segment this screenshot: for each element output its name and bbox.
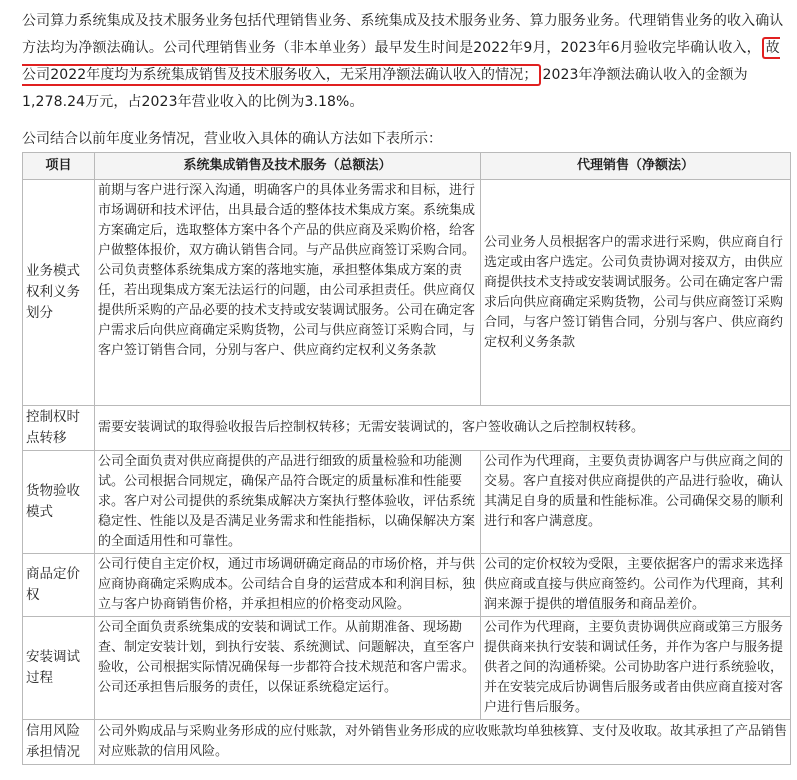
- table-caption: 公司结合以前年度业务情况，营业收入具体的确认方法如下表所示：: [22, 131, 442, 147]
- table-row: [23, 554, 791, 617]
- row-label: 安装调试过程: [23, 617, 95, 720]
- header-total-method: 系统集成销售及技术服务（总额法）: [95, 153, 481, 180]
- cell-total-method: 公司全面负责对供应商提供的产品进行细致的质量检验和功能测试。公司根据合同规定，确保产品符合既定的质量标准和性能要求。客户对公司提供的系统集成解决方案执行整体验收，评估系统稳定性、性能以及是否满足业务需求和性能指标，以确保解决方案的全面适用性和可靠性。: [95, 451, 481, 554]
- table-row: [23, 406, 791, 451]
- table-row: [23, 720, 791, 765]
- row-label: 商品定价权: [23, 554, 95, 617]
- header-item: 项目: [23, 153, 95, 180]
- intro-text-before: 公司算力系统集成及技术服务业务包括代理销售业务、系统集成及技术服务业务、算力服务业务。代理销售业务的收入确认方法均为净额法确认。公司代理销售业务（非本单业务）最早发生时间是2022年9月，2023年6月验收完毕确认收入，: [22, 13, 784, 56]
- table-row: [23, 617, 791, 720]
- highlighted-sentence: 故公司2022年度均为系统集成销售及技术服务收入，无采用净额法确认收入的情况；: [22, 37, 780, 86]
- cell-total-method: 前期与客户进行深入沟通，明确客户的具体业务需求和目标，进行市场调研和技术评估，出具最合适的整体技术集成方案。系统集成方案确定后，选取整体方案中各个产品的供应商及采购价格，给客户做整体报价，双方确认销售合同。与产品供应商签订采购合同。公司负责整体系统集成方案的落地实施，承担整体集成方案的责任，若出现集成方案无法运行的问题，由公司承担责任。供应商仅提供所采购的产品必要的技术支持或安装调试服务。公司在确定客户需求后向供应商确定采购货物，公司与供应商签订采购合同，与客户签订销售合同，分别与客户、供应商约定权利义务条款: [95, 180, 481, 406]
- table-row: [23, 451, 791, 554]
- row-label: 信用风险承担情况: [23, 720, 95, 765]
- header-net-method: 代理销售（净额法）: [481, 153, 791, 180]
- intro-paragraph: [22, 8, 790, 116]
- intro-text-after: 2023年净额法确认收入的金额为1,278.24万元，占2023年营业收入的比例为3.18%。: [22, 67, 748, 110]
- cell-total-method: 公司行使自主定价权，通过市场调研确定商品的市场价格，并与供应商协商确定采购成本。公司结合自身的运营成本和利润目标，独立与客户协商销售价格，并承担相应的价格变动风险。: [95, 554, 481, 617]
- row-label: 控制权时点转移: [23, 406, 95, 451]
- table-header-row: [23, 153, 791, 180]
- table-row: [23, 180, 791, 406]
- cell-net-method: 公司的定价权较为受限，主要依据客户的需求来选择供应商或直接与供应商签约。公司作为代理商，其利润来源于提供的增值服务和商品差价。: [481, 554, 791, 617]
- row-label: 业务模式权利义务划分: [23, 180, 95, 406]
- cell-net-method: 公司作为代理商，主要负责协调客户与供应商之间的交易。客户直接对供应商提供的产品进行验收，确认其满足自身的质量和性能标准。公司确保交易的顺利进行和客户满意度。: [481, 451, 791, 554]
- cell-net-method: 公司业务人员根据客户的需求进行采购，供应商自行选定或由客户选定。公司负责协调对接双方，由供应商提供技术支持或安装调试服务。公司在确定客户需求后向供应商确定采购货物，公司与供应商签订采购合同，与客户签订销售合同，分别与客户、供应商约定权利义务条款: [481, 180, 791, 406]
- cell-total-method: 公司全面负责系统集成的安装和调试工作。从前期准备、现场勘查、制定安装计划，到执行安装、系统测试、问题解决，直至客户验收，公司根据实际情况确保每一步都符合技术规范和客户需求。公司还承担售后服务的责任，以保证系统稳定运行。: [95, 617, 481, 720]
- cell-net-method: 公司作为代理商，主要负责协调供应商或第三方服务提供商来执行安装和调试任务，并作为客户与服务提供者之间的沟通桥梁。公司协助客户进行系统验收，并在安装完成后协调售后服务或者由供应商直接对客户进行售后服务。: [481, 617, 791, 720]
- cell-merged: 公司外购成品与采购业务形成的应付账款，对外销售业务形成的应收账款均单独核算、支付及收取。故其承担了产品销售对应账款的信用风险。: [95, 720, 791, 765]
- cell-merged: 需要安装调试的取得验收报告后控制权转移；无需安装调试的，客户签收确认之后控制权转移。: [95, 406, 791, 451]
- row-label: 货物验收模式: [23, 451, 95, 554]
- revenue-recognition-table: [22, 152, 791, 765]
